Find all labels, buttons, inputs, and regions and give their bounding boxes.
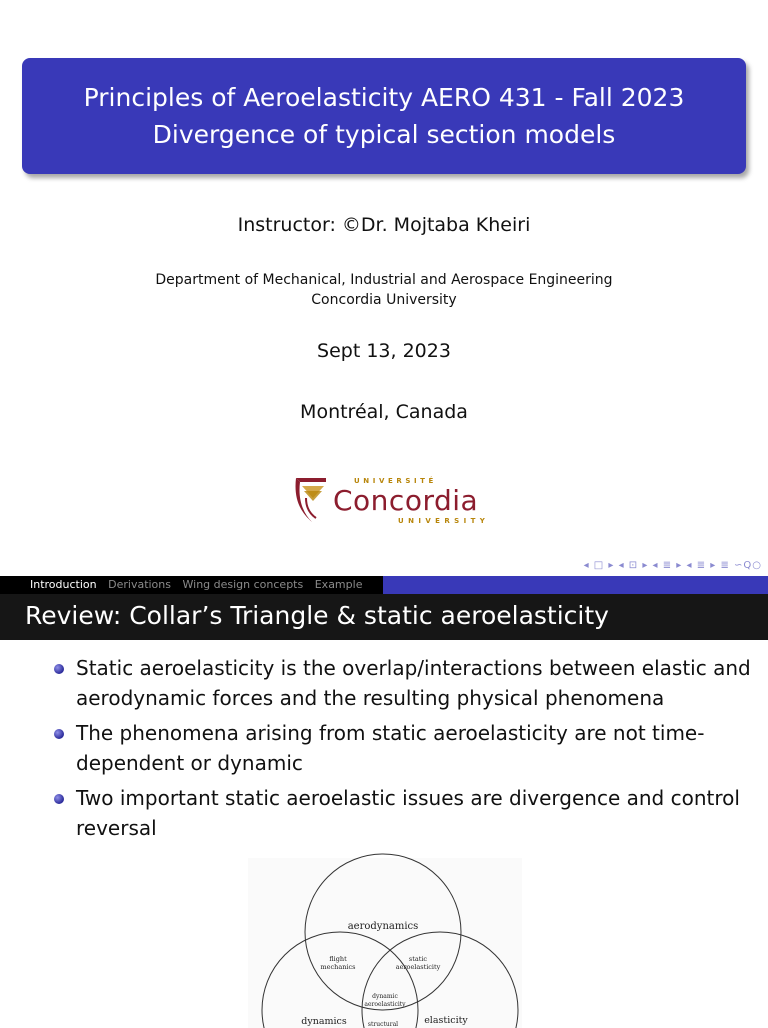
nav-item-wing-design-concepts[interactable]: Wing design concepts [182,578,304,591]
structural-label: structural [367,1021,399,1028]
beamer-navigation-symbols[interactable]: ◂ □ ▸ ◂ ⊡ ▸ ◂ ≣ ▸ ◂ ≣ ▸ ≣ ∽Q○ [583,560,762,571]
bullet-ball-icon [54,664,64,674]
bullet-ball-icon [54,729,64,739]
flight-mechanics-label-line2: mechanics [320,963,356,971]
content-slide [0,576,768,1028]
nav-item-derivations[interactable]: Derivations [108,578,171,591]
bullet-text: Two important static aeroelastic issues are divergence and control reversal [76,786,740,840]
bullet-text: Static aeroelasticity is the overlap/interactions between elastic and aerodynamic forces and the resulting physical phenomena [76,656,751,710]
elasticity-label: elasticity [424,1015,468,1026]
dynamic-aeroelasticity-label-line1: dynamic [372,993,398,1000]
concordia-logo [292,474,502,530]
section-links [30,578,370,591]
static-aeroelasticity-label-line2: aeroelasticity [395,963,441,971]
nav-item-introduction[interactable]: Introduction [30,578,97,591]
bullet-item [52,784,752,843]
bullet-text: The phenomena arising from static aeroelasticity are not time-dependent or dynamic [76,721,705,775]
aerodynamics-label: aerodynamics [347,921,419,932]
section-navigation-bar [0,576,768,594]
bullet-item [52,654,752,713]
frame-title: Review: Collar’s Triangle & static aeroelasticity [25,601,609,630]
institute [0,270,768,310]
dynamic-aeroelasticity-label-line2: aeroelasticity [364,1001,406,1008]
university: Concordia University [311,292,457,308]
nav-item-example[interactable]: Example [314,578,363,591]
frame-title-bar [0,594,768,640]
logo-bottom-text: UNIVERSITY [398,517,490,525]
static-aeroelasticity-label-line1: static [408,955,428,963]
location: Montréal, Canada [300,401,468,423]
title-line-2: Divergence of typical section models [152,120,616,149]
dynamics-label: dynamics [301,1016,347,1027]
logo-wordmark: Concordia [333,484,479,517]
bullet-list [52,654,752,849]
flight-mechanics-label-line1: flight [329,955,347,963]
concordia-shield-icon [292,474,332,528]
date: Sept 13, 2023 [317,340,451,362]
collars-triangle-venn-diagram [248,858,522,1028]
department: Department of Mechanical, Industrial and Aerospace Engineering [155,272,613,288]
logo-top-text: UNIVERSITÉ [354,477,437,485]
bullet-item [52,719,752,778]
instructor: Instructor: ©Dr. Mojtaba Kheiri [237,214,531,236]
title-box [22,58,746,174]
bullet-ball-icon [54,794,64,804]
title-line-1: Principles of Aeroelasticity AERO 431 - Fall 2023 [83,83,685,112]
